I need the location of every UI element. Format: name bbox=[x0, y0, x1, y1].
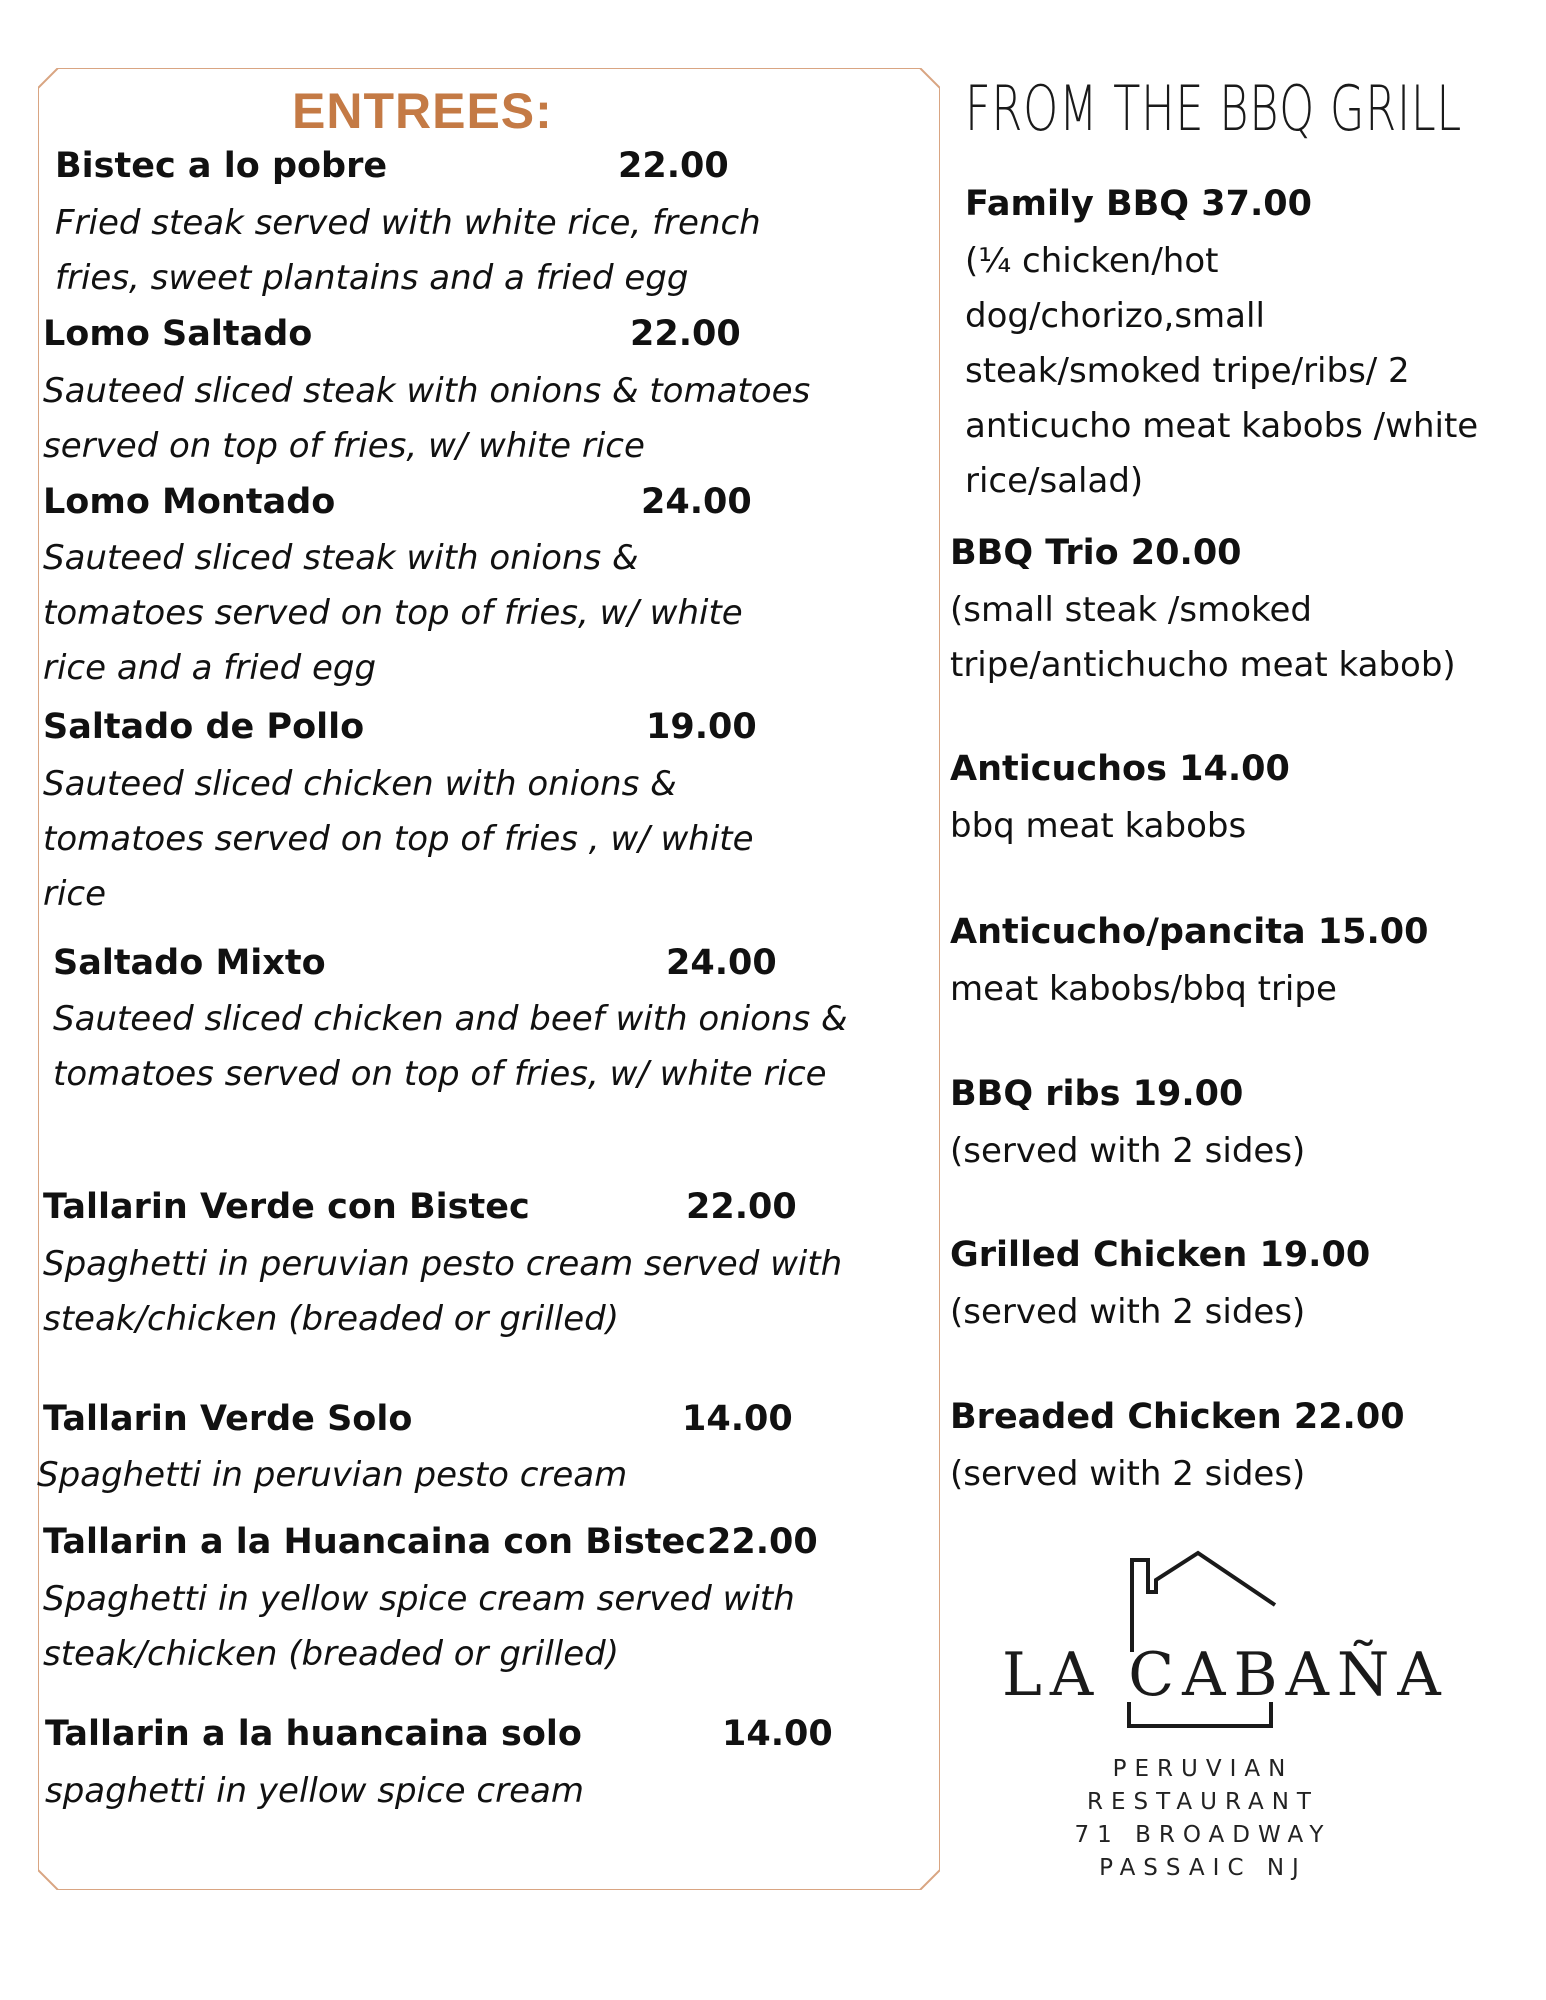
logo-line-city: PASSAIC NJ bbox=[1099, 1855, 1307, 1881]
entree-description-saltado-mixto: Sauteed sliced chicken and beef with onions & tomatoes served on top of fries, w/ white rice bbox=[53, 999, 848, 1094]
logo-line-restaurant: RESTAURANT bbox=[1087, 1789, 1319, 1815]
entree-description-tallarin-huancaina-con-bistec: Spaghetti in yellow spice cream served with steak/chicken (breaded or grilled) bbox=[43, 1579, 795, 1674]
entree-description-lomo-saltado: Sauteed sliced steak with onions & tomatoes served on top of fries, w/ white rice bbox=[43, 371, 811, 466]
bbq-description-grilled-chicken: (served with 2 sides) bbox=[950, 1292, 1306, 1332]
entree-price-saltado-de-pollo: 19.00 bbox=[646, 707, 757, 747]
entree-price-lomo-montado: 24.00 bbox=[641, 482, 752, 522]
entree-description-bistec-a-lo-pobre: Fried steak served with white rice, french fries, sweet plantains and a fried egg bbox=[55, 203, 761, 298]
entree-name-tallarin-verde-con-bistec: Tallarin Verde con Bistec bbox=[43, 1187, 530, 1227]
logo-line-address: 71 BROADWAY bbox=[1074, 1822, 1332, 1848]
logo-name: LA CABAÑA bbox=[1002, 1640, 1449, 1710]
bbq-description-breaded-chicken: (served with 2 sides) bbox=[950, 1454, 1306, 1494]
entree-name-tallarin-verde-solo: Tallarin Verde Solo bbox=[43, 1399, 413, 1439]
entree-price-lomo-saltado: 22.00 bbox=[630, 314, 741, 354]
entree-name-saltado-mixto: Saltado Mixto bbox=[53, 943, 326, 983]
entree-description-tallarin-verde-solo: Spaghetti in peruvian pesto cream bbox=[37, 1455, 628, 1495]
entree-name-lomo-saltado: Lomo Saltado bbox=[43, 314, 313, 354]
entree-price-tallarin-verde-solo: 14.00 bbox=[682, 1399, 793, 1439]
entree-price-saltado-mixto: 24.00 bbox=[666, 943, 777, 983]
bbq-description-bbq-ribs: (served with 2 sides) bbox=[950, 1131, 1306, 1171]
bbq-description-anticucho-pancita: meat kabobs/bbq tripe bbox=[950, 969, 1337, 1009]
bbq-name-breaded-chicken: Breaded Chicken 22.00 bbox=[950, 1397, 1405, 1437]
house-base-icon bbox=[1125, 1700, 1275, 1730]
bbq-description-anticuchos: bbq meat kabobs bbox=[950, 806, 1247, 846]
entree-price-bistec-a-lo-pobre: 22.00 bbox=[618, 146, 729, 186]
bbq-description-bbq-trio: (small steak /smoked tripe/antichucho meat kabob) bbox=[950, 590, 1456, 685]
entree-description-tallarin-verde-con-bistec: Spaghetti in peruvian pesto cream served with steak/chicken (breaded or grilled) bbox=[43, 1244, 843, 1339]
entree-price-tallarin-huancaina-solo: 14.00 bbox=[722, 1714, 833, 1754]
logo-line-peruvian: PERUVIAN bbox=[1112, 1756, 1294, 1782]
entree-name-lomo-montado: Lomo Montado bbox=[43, 482, 336, 522]
entree-name-bistec-a-lo-pobre: Bistec a lo pobre bbox=[55, 146, 388, 186]
bbq-name-family-bbq: Family BBQ 37.00 bbox=[965, 184, 1312, 224]
entree-name-saltado-de-pollo: Saltado de Pollo bbox=[43, 707, 365, 747]
bbq-name-bbq-trio: BBQ Trio 20.00 bbox=[950, 533, 1242, 573]
bbq-name-anticuchos: Anticuchos 14.00 bbox=[950, 749, 1290, 789]
entree-name-tallarin-huancaina-solo: Tallarin a la huancaina solo bbox=[45, 1714, 582, 1754]
entree-price-tallarin-verde-con-bistec: 22.00 bbox=[686, 1187, 797, 1227]
bbq-name-anticucho-pancita: Anticucho/pancita 15.00 bbox=[950, 912, 1429, 952]
entree-price-tallarin-huancaina-con-bistec: 22.00 bbox=[707, 1522, 818, 1562]
entree-name-tallarin-huancaina-con-bistec: Tallarin a la Huancaina con Bistec bbox=[43, 1522, 707, 1562]
bbq-name-grilled-chicken: Grilled Chicken 19.00 bbox=[950, 1235, 1371, 1275]
entree-description-tallarin-huancaina-solo: spaghetti in yellow spice cream bbox=[45, 1771, 584, 1811]
entrees-title: ENTREES: bbox=[292, 83, 553, 139]
bbq-description-family-bbq: (¼ chicken/hot dog/chorizo,small steak/smoked tripe/ribs/ 2 anticucho meat kabobs /white rice/salad) bbox=[965, 241, 1479, 501]
bbq-name-bbq-ribs: BBQ ribs 19.00 bbox=[950, 1074, 1244, 1114]
entree-description-saltado-de-pollo: Sauteed sliced chicken with onions & tomatoes served on top of fries , w/ white rice bbox=[43, 764, 754, 914]
entree-description-lomo-montado: Sauteed sliced steak with onions & tomatoes served on top of fries, w/ white rice and a fried egg bbox=[43, 538, 743, 688]
bbq-title: FROM THE BBQ GRILL bbox=[965, 72, 1463, 145]
